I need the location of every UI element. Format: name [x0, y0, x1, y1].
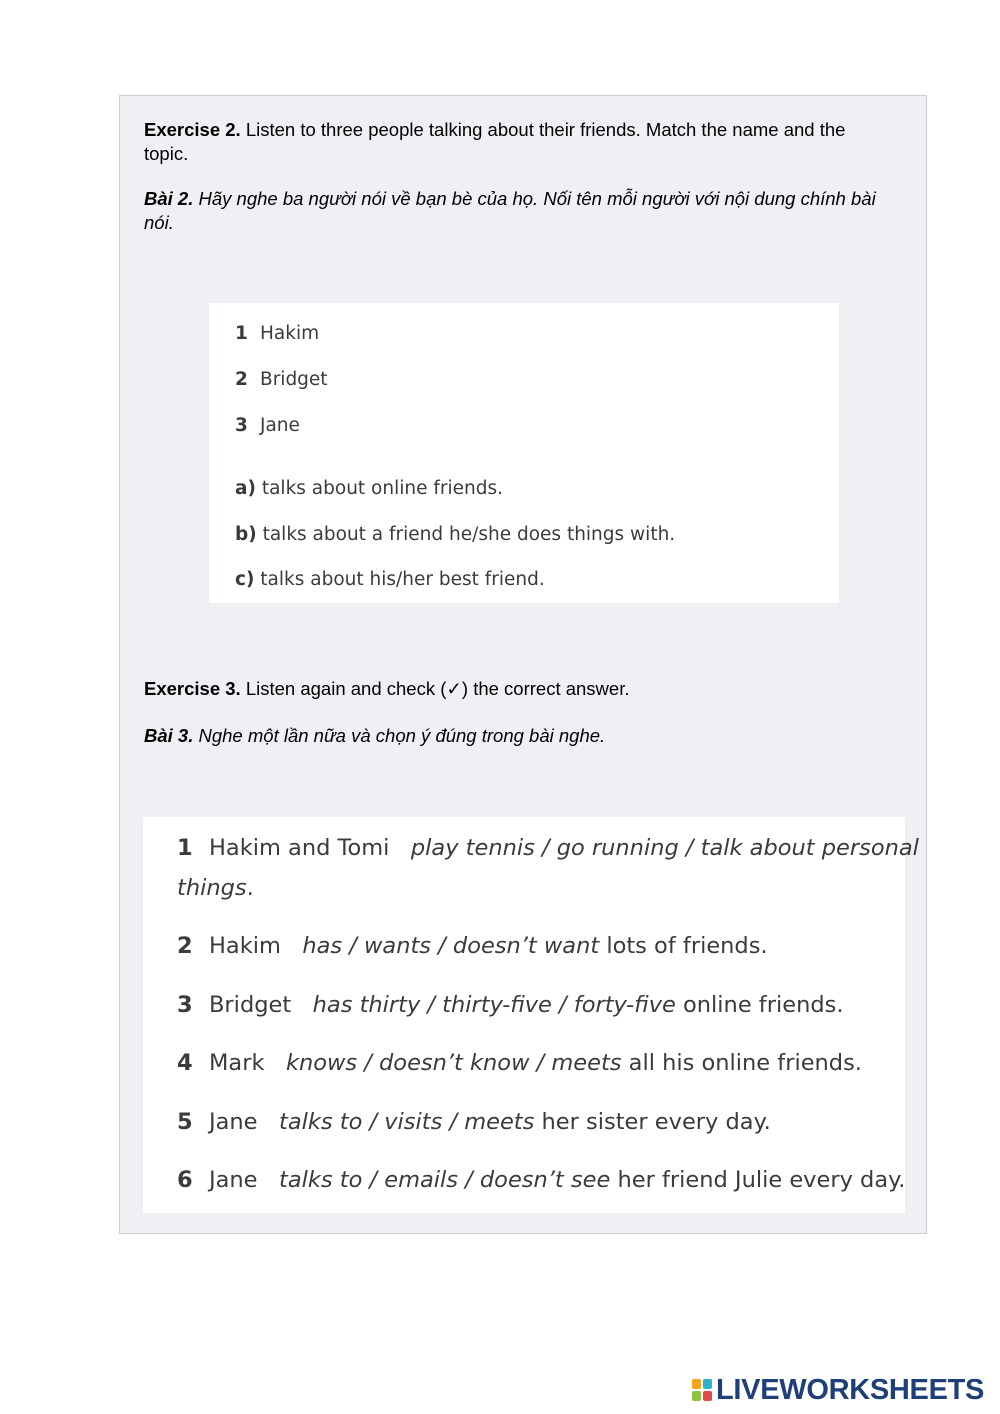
exercise-2-text: Listen to three people talking about their friends. Match the name and the topic. — [144, 119, 846, 164]
logo-text: LIVEWORKSHEETS — [716, 1373, 985, 1406]
question-1-continued — [177, 869, 254, 908]
question-subject: Jane — [209, 1167, 258, 1193]
name-item-2 — [235, 368, 328, 392]
name-label: Bridget — [260, 369, 328, 390]
question-options-continued[interactable]: things — [177, 875, 247, 901]
question-rest: her sister every day. — [534, 1109, 771, 1135]
exercise-2-matching-box — [209, 303, 839, 603]
name-label: Hakim — [260, 323, 320, 344]
exercise-3-instruction — [144, 677, 884, 701]
question-number: 2 — [177, 933, 193, 959]
topic-text: talks about online friends. — [255, 478, 503, 499]
name-label: Jane — [260, 415, 300, 436]
topic-letter: b) — [235, 524, 257, 545]
exercise-3-label: Exercise 3. — [144, 678, 241, 699]
name-number: 2 — [235, 369, 248, 390]
exercise-3-instruction-vi — [144, 724, 884, 748]
exercise-2-label: Exercise 2. — [144, 119, 241, 140]
logo-square-1 — [692, 1379, 701, 1389]
question-3 — [177, 986, 844, 1025]
question-1 — [177, 829, 919, 868]
question-options[interactable]: talks to / emails / doesn’t see — [279, 1167, 611, 1193]
question-number: 5 — [177, 1109, 193, 1135]
question-rest: her friend Julie every day. — [610, 1167, 906, 1193]
question-subject: Jane — [209, 1109, 258, 1135]
exercise-2-instruction-vi — [144, 187, 884, 235]
question-options[interactable]: knows / doesn’t know / meets — [285, 1050, 622, 1076]
topic-item-a — [235, 477, 503, 501]
topic-letter: c) — [235, 569, 255, 590]
exercise-3-label-vi: Bài 3. — [144, 725, 194, 746]
question-subject: Mark — [209, 1050, 265, 1076]
exercise-2-text-vi: Hãy nghe ba người nói về bạn bè của họ. Nối tên mỗi người với nội dung chính bài nói. — [144, 188, 876, 233]
exercise-2-instruction — [144, 118, 884, 166]
question-options[interactable]: talks to / visits / meets — [279, 1109, 535, 1135]
topic-text: talks about a friend he/she does things with. — [256, 524, 676, 545]
topic-letter: a) — [235, 478, 256, 499]
question-2 — [177, 927, 768, 966]
question-options[interactable]: has / wants / doesn’t want — [302, 933, 600, 959]
name-item-1 — [235, 322, 319, 346]
logo-square-2 — [703, 1379, 712, 1389]
question-rest: all his online friends. — [621, 1050, 862, 1076]
question-rest: . — [246, 875, 254, 901]
question-number: 4 — [177, 1050, 193, 1076]
logo-square-4 — [703, 1391, 712, 1401]
exercise-3-text-vi: Nghe một lần nữa và chọn ý đúng trong bài nghe. — [193, 725, 606, 746]
exercise-2-label-vi: Bài 2. — [144, 188, 194, 209]
exercise-3-questions-box — [143, 817, 919, 1213]
question-options[interactable]: has thirty / thirty-five / forty-five — [312, 992, 676, 1018]
name-number: 1 — [235, 323, 248, 344]
question-subject: Hakim and Tomi — [209, 835, 390, 861]
question-4 — [177, 1044, 862, 1083]
question-rest: online friends. — [675, 992, 844, 1018]
topic-text: talks about his/her best friend. — [254, 569, 545, 590]
topic-item-c — [235, 568, 545, 592]
question-subject: Bridget — [209, 992, 292, 1018]
question-subject: Hakim — [209, 933, 281, 959]
question-number: 1 — [177, 835, 193, 861]
worksheet-panel — [119, 95, 927, 1234]
liveworksheets-logo[interactable] — [692, 1374, 984, 1406]
liveworksheets-logo-icon — [692, 1378, 714, 1402]
name-number: 3 — [235, 415, 248, 436]
question-options[interactable]: play tennis / go running / talk about personal — [410, 835, 919, 861]
logo-square-3 — [692, 1391, 701, 1401]
question-number: 6 — [177, 1167, 193, 1193]
question-number: 3 — [177, 992, 193, 1018]
question-6 — [177, 1161, 905, 1200]
question-5 — [177, 1103, 771, 1142]
topic-item-b — [235, 523, 675, 547]
exercise-3-text: Listen again and check (✓) the correct answer. — [240, 678, 630, 699]
question-rest: lots of friends. — [599, 933, 768, 959]
name-item-3 — [235, 414, 300, 438]
